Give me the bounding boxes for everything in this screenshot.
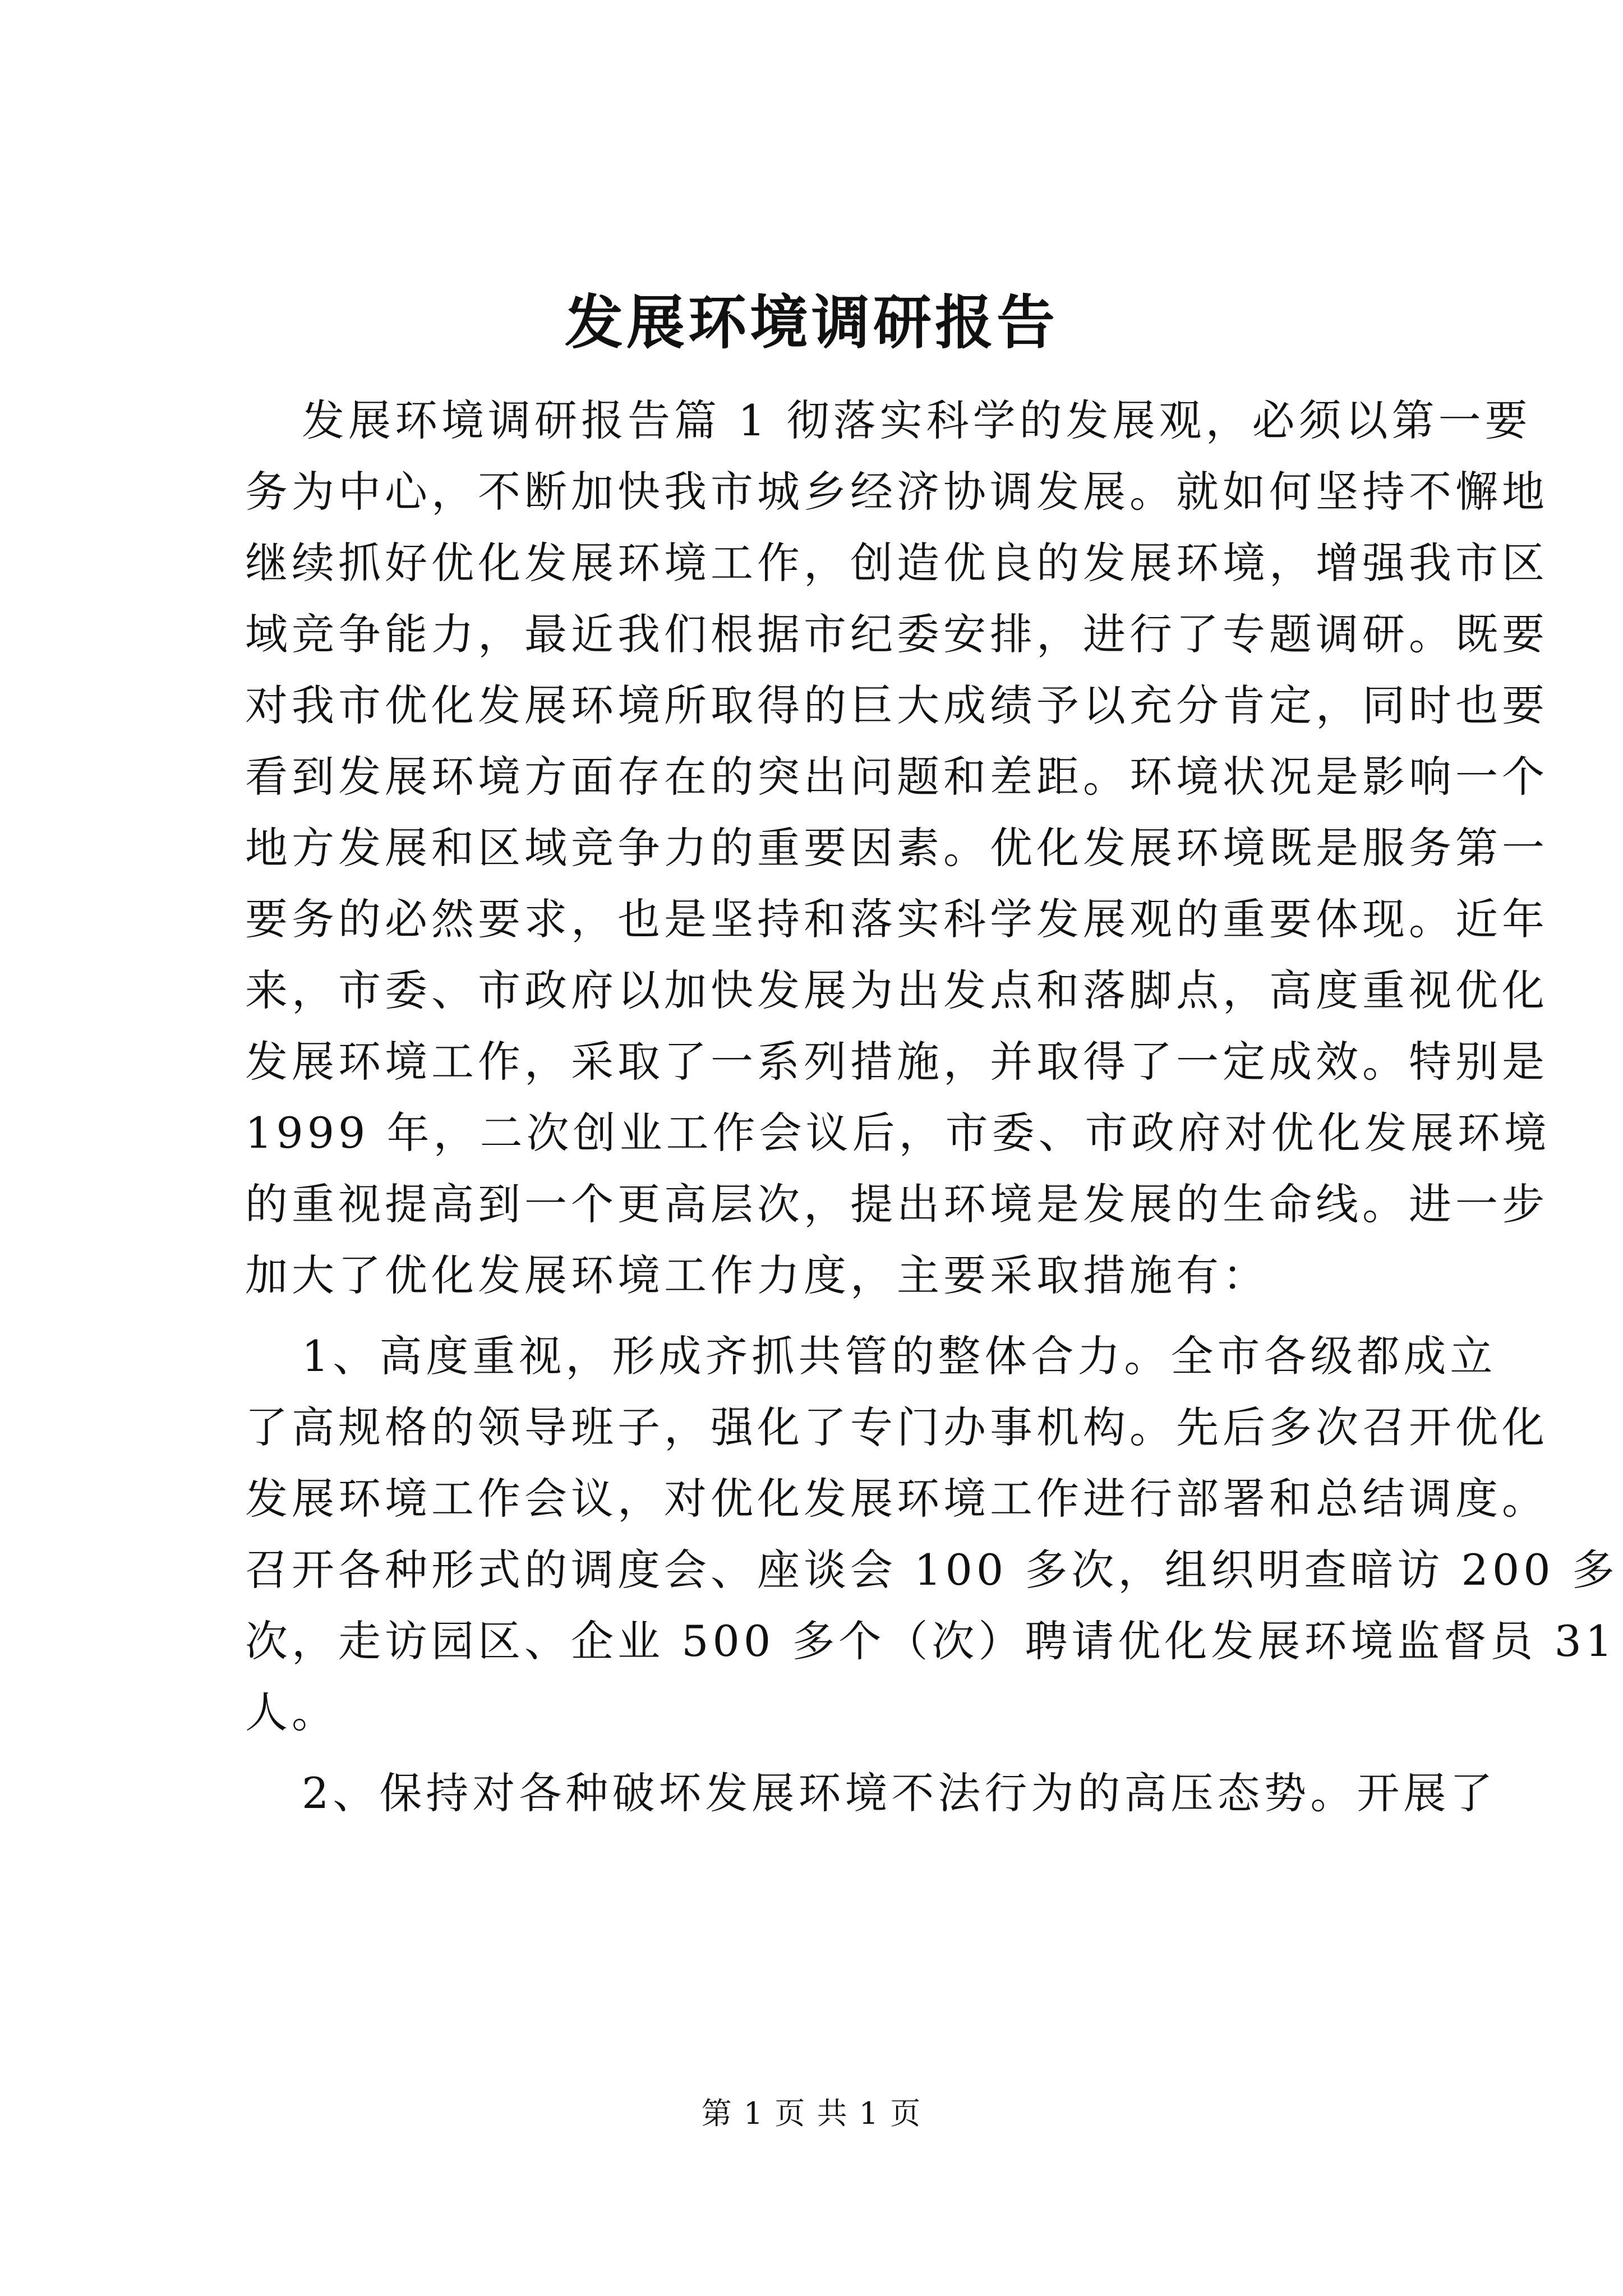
body-line: 地方发展和区域竞争力的重要因素。优化发展环境既是服务第一: [245, 823, 1548, 873]
body-line: 了高规格的领导班子，强化了专门办事机构。先后多次召开优化: [245, 1402, 1548, 1452]
body-line: 对我市优化发展环境所取得的巨大成绩予以充分肯定，同时也要: [245, 680, 1548, 730]
body-line: 召开各种形式的调度会、座谈会 100 多次，组织明查暗访 200 多: [245, 1545, 1619, 1595]
body-line: 2、保持对各种破坏发展环境不法行为的高压态势。开展了: [302, 1768, 1497, 1818]
body-line: 人。: [245, 1687, 338, 1737]
body-line: 发展环境调研报告篇 1 彻落实科学的发展观，必须以第一要: [302, 395, 1532, 445]
body-line: 域竞争能力，最近我们根据市纪委安排，进行了专题调研。既要: [245, 609, 1548, 659]
body-line: 发展环境工作，采取了一系列措施，并取得了一定成效。特别是: [245, 1037, 1548, 1087]
body-line: 看到发展环境方面存在的突出问题和差距。环境状况是影响一个: [245, 752, 1548, 802]
body-line: 的重视提高到一个更高层次，提出环境是发展的生命线。进一步: [245, 1179, 1548, 1229]
body-line: 发展环境工作会议，对优化发展环境工作进行部署和总结调度。: [245, 1474, 1548, 1524]
body-line: 务为中心，不断加快我市城乡经济协调发展。就如何坚持不懈地: [245, 467, 1548, 517]
body-line: 次，走访园区、企业 500 多个（次）聘请优化发展环境监督员 31: [245, 1616, 1617, 1666]
body-line: 要务的必然要求，也是坚持和落实科学发展观的重要体现。近年: [245, 894, 1548, 944]
body-line: 来，市委、市政府以加快发展为出发点和落脚点，高度重视优化: [245, 965, 1548, 1015]
body-line: 1、高度重视，形成齐抓共管的整体合力。全市各级都成立: [302, 1331, 1497, 1381]
document-title: 发展环境调研报告: [564, 288, 1058, 357]
body-line: 加大了优化发展环境工作力度，主要采取措施有：: [245, 1250, 1269, 1300]
page-number: 第 1 页 共 1 页: [701, 2096, 922, 2131]
body-line: 继续抓好优化发展环境工作，创造优良的发展环境，增强我市区: [245, 538, 1548, 588]
body-line: 1999 年，二次创业工作会议后，市委、市政府对优化发展环境: [245, 1108, 1551, 1158]
